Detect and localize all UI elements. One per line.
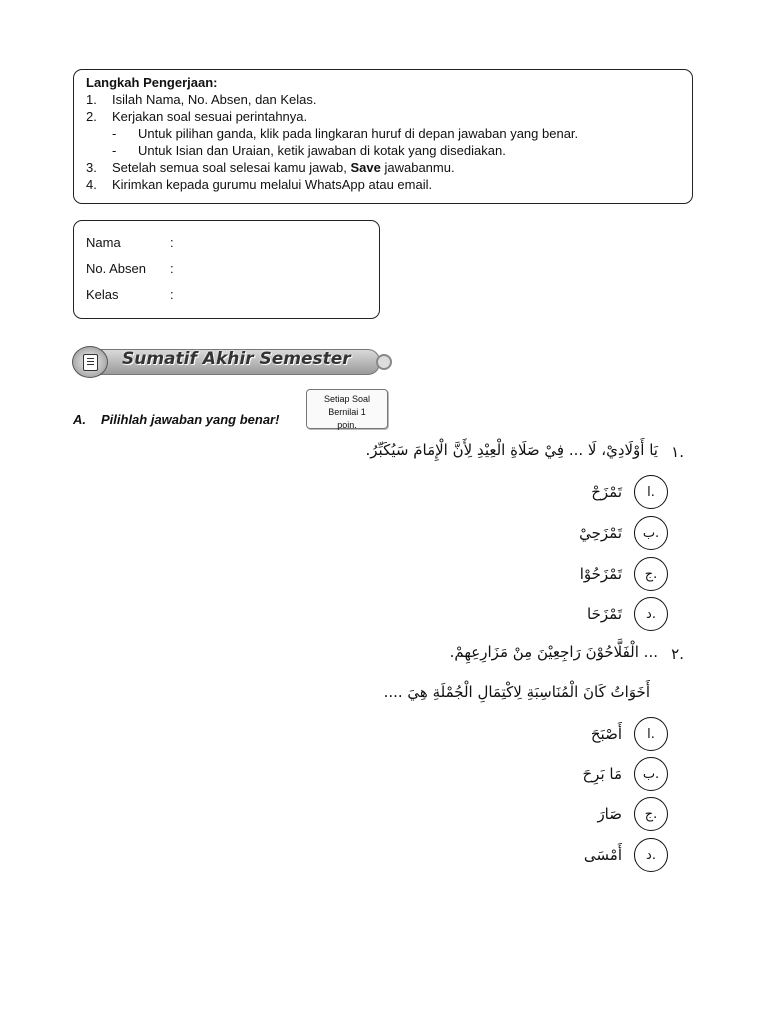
step-4 (86, 176, 680, 193)
option-circle[interactable]: .ج (634, 797, 668, 831)
step-text: Kerjakan soal sesuai perintahnya. (112, 109, 308, 124)
section-banner (72, 346, 392, 378)
step-number: 3. (86, 160, 97, 175)
substep-dash: - (112, 143, 117, 158)
section-instruction: Pilihlah jawaban yang benar! (101, 412, 280, 427)
option-text: صَارَ (597, 805, 622, 823)
option-text: تَمْزَحَا (587, 605, 622, 623)
save-keyword: Save (350, 160, 381, 175)
option-text: أَصْبَحَ (590, 725, 622, 743)
book-icon (83, 354, 98, 371)
option-circle[interactable]: .ب (634, 757, 668, 791)
option-text: تَمْزَحْ (591, 483, 622, 501)
q1-option-b[interactable] (579, 516, 668, 550)
option-circle[interactable]: .ا (634, 717, 668, 751)
section-letter: A. (73, 412, 86, 427)
q2-option-c[interactable] (597, 797, 668, 831)
step-3 (86, 159, 680, 176)
step-text: jawabanmu. (384, 160, 455, 175)
points-note (306, 389, 388, 429)
option-text: تَمْزَحُوْا (579, 565, 622, 583)
option-text: مَا بَرِحَ (582, 765, 622, 783)
question-2-subtext: أَخَوَاتُ كَانَ الْمُنَاسِبَةِ لِاكْتِمَالِ الْجُمْلَةِ هِيَ .... (383, 683, 650, 701)
instructions-title: Langkah Pengerjaan: (86, 75, 218, 90)
step-1 (86, 91, 680, 108)
option-text: تَمْزَحِيْ (579, 524, 622, 542)
substep-text: Untuk pilihan ganda, klik pada lingkaran huruf di depan jawaban yang benar. (138, 126, 579, 141)
option-circle[interactable]: .د (634, 597, 668, 631)
class-field[interactable] (86, 286, 367, 312)
field-colon: : (170, 287, 174, 302)
identity-box (73, 220, 380, 319)
step-text: Isilah Nama, No. Absen, dan Kelas. (112, 92, 317, 107)
name-label: Nama (86, 235, 121, 250)
option-text: أَمْسَى (583, 846, 622, 864)
name-field[interactable] (86, 234, 367, 260)
absen-field[interactable] (86, 260, 367, 286)
substep-multiple-choice (86, 125, 680, 142)
q1-option-c[interactable] (580, 557, 668, 591)
q2-option-a[interactable] (591, 717, 668, 751)
banner-tail (376, 354, 392, 370)
step-text: Kirimkan kepada gurumu melalui WhatsApp atau email. (112, 177, 433, 192)
option-circle[interactable]: .ج (634, 557, 668, 591)
points-note-line1: Setiap Soal (323, 394, 371, 404)
section-a-heading (73, 412, 279, 427)
q2-option-b[interactable] (582, 757, 668, 791)
instructions-box (73, 69, 693, 204)
q2-option-d[interactable] (584, 838, 668, 872)
class-label: Kelas (86, 287, 119, 302)
book-badge (72, 346, 108, 378)
option-circle[interactable]: .ب (634, 516, 668, 550)
substep-essay (86, 142, 680, 159)
absen-label: No. Absen (86, 261, 146, 276)
field-colon: : (170, 261, 174, 276)
question-2-text: ... الْفَلَّاحُوْنَ رَاجِعِيْنَ مِنْ مَزَارِعِهِمْ. (449, 643, 658, 661)
option-circle[interactable]: .ا (634, 475, 668, 509)
question-2-number: .٢ (671, 645, 684, 663)
banner-title: Sumatif Akhir Semester (122, 349, 351, 369)
step-number: 4. (86, 177, 97, 192)
substep-text: Untuk Isian dan Uraian, ketik jawaban di kotak yang disediakan. (138, 143, 506, 158)
step-text: Setelah semua soal selesai kamu jawab, (112, 160, 347, 175)
question-1-text: يَا أَوْلَادِيْ، لَا ... فِيْ صَلَاةِ الْعِيْدِ لِأَنَّ الْإِمَامَ سَيُكَبِّرُ. (365, 441, 658, 459)
points-note-line2: Bernilai 1 poin. (328, 407, 366, 430)
step-number: 2. (86, 109, 97, 124)
q1-option-d[interactable] (587, 597, 668, 631)
q1-option-a[interactable] (591, 475, 668, 509)
question-1-number: .١ (671, 443, 684, 461)
step-number: 1. (86, 92, 97, 107)
field-colon: : (170, 235, 174, 250)
substep-dash: - (112, 126, 117, 141)
option-circle[interactable]: .د (634, 838, 668, 872)
step-2 (86, 108, 680, 125)
